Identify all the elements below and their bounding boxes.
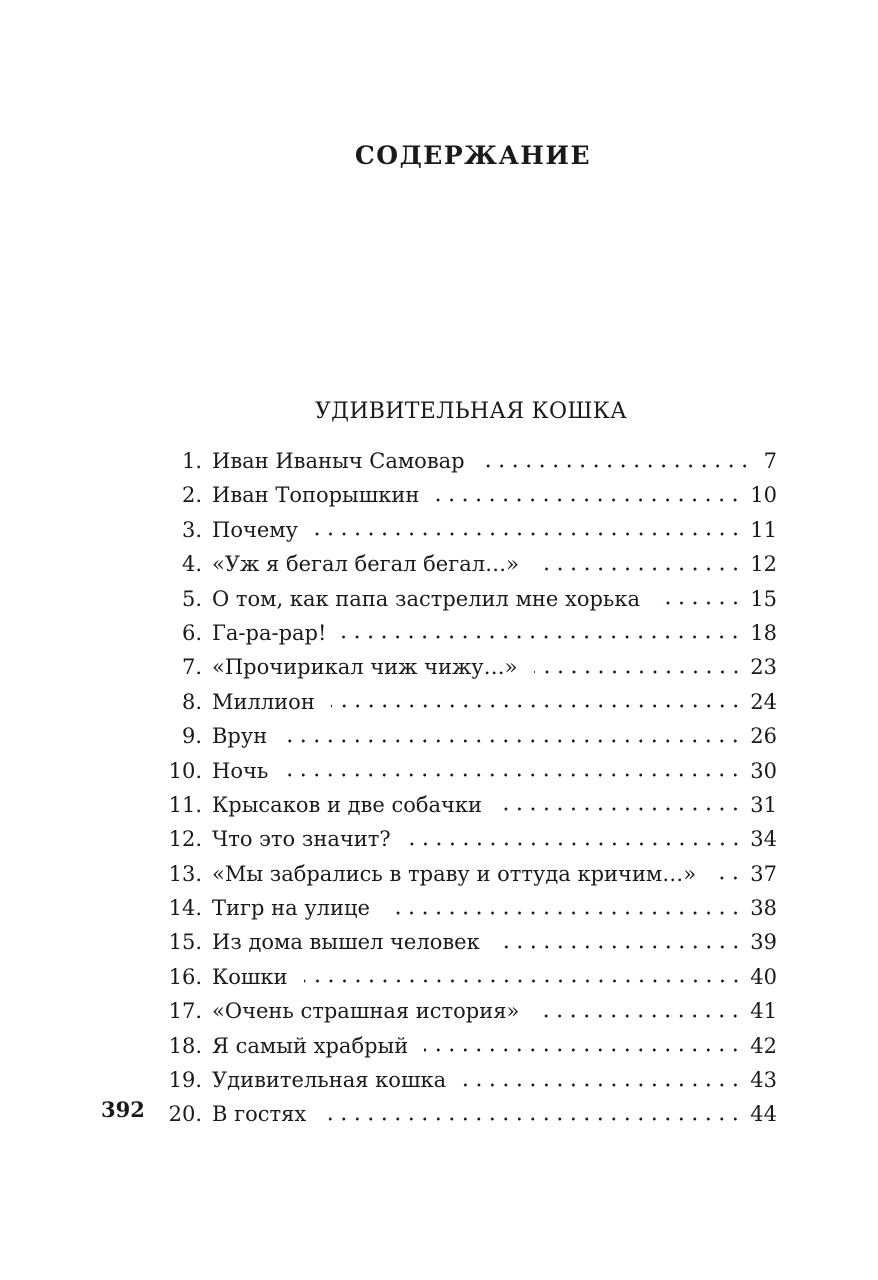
entry-page: 42: [750, 1033, 777, 1058]
dot-leader: [535, 1013, 742, 1018]
entry-page: 44: [750, 1102, 777, 1127]
entry-number: 3.: [181, 517, 202, 542]
entry-page: 31: [750, 792, 777, 817]
entry-title: «Мы забрались в траву и оттуда кричим…»: [212, 861, 697, 886]
dot-leader: [424, 1048, 742, 1053]
entry-page: 26: [750, 724, 777, 749]
entry-title: Кошки: [212, 964, 288, 989]
entry-page: 30: [750, 758, 777, 783]
toc-entry[interactable]: [160, 724, 777, 758]
entry-number: 9.: [181, 724, 202, 749]
dot-leader: [322, 1116, 742, 1121]
entry-title: «Очень страшная история»: [212, 999, 520, 1024]
entry-title: Я самый храбрый: [212, 1033, 409, 1058]
toc-entry[interactable]: [160, 552, 777, 586]
entry-page: 24: [750, 689, 777, 714]
entry-title: В гостях: [212, 1102, 307, 1127]
entry-number: 10.: [168, 758, 202, 783]
toc-entry[interactable]: [160, 965, 777, 999]
dot-leader: [331, 704, 742, 709]
dot-leader: [304, 979, 743, 984]
dot-leader: [283, 738, 742, 743]
toc-entry[interactable]: [160, 999, 777, 1033]
toc-entry[interactable]: [160, 827, 777, 861]
toc-entry[interactable]: [160, 621, 777, 655]
entry-number: 8.: [181, 689, 202, 714]
entry-page: 40: [750, 964, 777, 989]
dot-leader: [342, 635, 742, 640]
entry-number: 19.: [168, 1068, 202, 1093]
section-title: УДИВИТЕЛЬНАЯ КОШКА: [314, 399, 628, 424]
toc-entry[interactable]: [160, 793, 777, 827]
entry-title: Иван Топорышкин: [212, 483, 420, 508]
entry-number: 13.: [168, 861, 202, 886]
dot-leader: [462, 1082, 742, 1087]
toc-entry[interactable]: [160, 1068, 777, 1102]
entry-title: Ночь: [212, 758, 269, 783]
entry-number: 15.: [168, 930, 202, 955]
entry-page: 37: [750, 861, 777, 886]
entry-number: 7.: [181, 655, 202, 680]
entry-title: Крысаков и две собачки: [212, 792, 483, 817]
dot-leader: [284, 773, 742, 778]
entry-page: 41: [750, 999, 777, 1024]
entry-number: 1.: [181, 449, 202, 473]
page-title: СОДЕРЖАНИЕ: [354, 140, 592, 170]
entry-title: Га-ра-рар!: [212, 620, 327, 645]
entry-page: 34: [750, 827, 777, 852]
entry-number: 4.: [181, 552, 202, 577]
entry-title: «Уж я бегал бегал бегал…»: [212, 552, 519, 577]
entry-title: Иван Иваныч Самовар: [212, 449, 465, 473]
entry-page: 39: [750, 930, 777, 955]
toc-entry[interactable]: [160, 690, 777, 724]
entry-page: 23: [750, 655, 777, 680]
toc-entry[interactable]: [160, 759, 777, 793]
toc-entry[interactable]: [160, 1034, 777, 1068]
entry-number: 12.: [168, 827, 202, 852]
toc-entry[interactable]: [160, 587, 777, 621]
entry-page: 18: [750, 620, 777, 645]
toc-entry[interactable]: [160, 896, 777, 930]
entry-number: 18.: [168, 1033, 202, 1058]
entry-page: 15: [750, 586, 777, 611]
entry-number: 2.: [181, 483, 202, 508]
dot-leader: [535, 566, 742, 571]
entry-page: 10: [750, 483, 777, 508]
dot-leader: [534, 669, 743, 674]
toc-entry[interactable]: [160, 449, 777, 483]
entry-title: Тигр на улице: [212, 896, 370, 921]
dot-leader: [407, 841, 743, 846]
entry-page: 38: [750, 896, 777, 921]
dot-leader: [481, 463, 751, 468]
entry-number: 17.: [168, 999, 202, 1024]
entry-number: 20.: [168, 1102, 202, 1127]
dot-leader: [498, 807, 742, 812]
page-number: 392: [101, 1097, 145, 1122]
entry-page: 7: [763, 449, 777, 473]
dot-leader: [435, 497, 742, 502]
entry-title: Врун: [212, 724, 268, 749]
entry-title: «Прочирикал чиж чижу…»: [212, 655, 518, 680]
entry-title: Из дома вышел человек: [212, 930, 480, 955]
toc-entry[interactable]: [160, 862, 777, 896]
dot-leader: [656, 601, 742, 606]
entry-number: 5.: [181, 586, 202, 611]
toc-entry[interactable]: [160, 518, 777, 552]
entry-title: Миллион: [212, 689, 315, 714]
entry-title: Удивительная кошка: [212, 1068, 447, 1093]
entry-title: Что это значит?: [212, 827, 391, 852]
entry-page: 11: [750, 517, 777, 542]
entry-number: 11.: [168, 792, 202, 817]
entry-title: Почему: [212, 517, 298, 542]
toc-entry[interactable]: [160, 930, 777, 964]
entry-number: 6.: [181, 620, 202, 645]
toc-entry[interactable]: [160, 1102, 777, 1136]
toc-entry[interactable]: [160, 483, 777, 517]
dot-leader: [496, 944, 743, 949]
entry-page: 12: [750, 552, 777, 577]
entry-page: 43: [750, 1068, 777, 1093]
toc-entry[interactable]: [160, 655, 777, 689]
entry-number: 16.: [168, 964, 202, 989]
entry-title: О том, как папа застрелил мне хорька: [212, 586, 641, 611]
dot-leader: [314, 532, 742, 537]
table-of-contents: [160, 449, 777, 1137]
dot-leader: [712, 876, 742, 881]
dot-leader: [386, 910, 742, 915]
entry-number: 14.: [168, 896, 202, 921]
